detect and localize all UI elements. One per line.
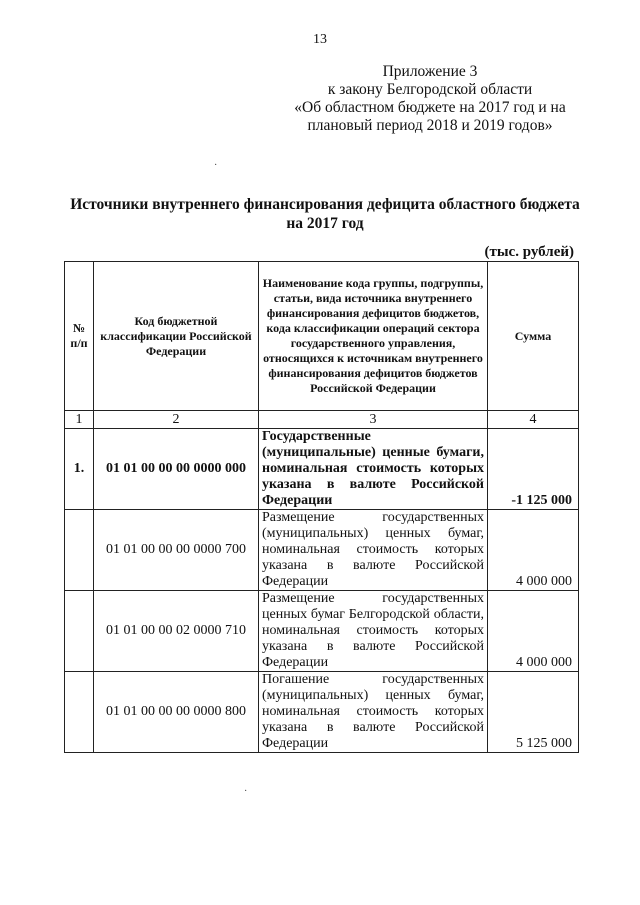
title-line: на 2017 год xyxy=(286,215,364,232)
column-number: 2 xyxy=(94,411,259,429)
column-number: 1 xyxy=(65,411,94,429)
appendix-block xyxy=(280,63,580,135)
title-line: Источники внутреннего финансирования дефицита областного бюджета xyxy=(70,196,580,213)
row-code: 01 01 00 00 00 0000 700 xyxy=(94,510,259,591)
document-title xyxy=(70,195,580,233)
column-number: 3 xyxy=(259,411,488,429)
row-sum: 4 000 000 xyxy=(488,510,579,591)
row-sum: 5 125 000 xyxy=(488,672,579,753)
appendix-line: к закону Белгородской области xyxy=(327,81,533,98)
row-number: 1. xyxy=(65,429,94,510)
header-code: Код бюджетной классификации Российской Федерации xyxy=(94,262,259,411)
table-header-row xyxy=(65,262,579,411)
page-number: 13 xyxy=(313,32,327,47)
row-code: 01 01 00 00 00 0000 800 xyxy=(94,672,259,753)
header-sum: Сумма xyxy=(488,262,579,411)
column-number-row xyxy=(65,411,579,429)
row-name: Размещение государственных ценных бумаг Белгородской области, номинальная стоимость которых указана в валюте Российской Федерации xyxy=(259,591,488,672)
column-number: 4 xyxy=(488,411,579,429)
row-number xyxy=(65,591,94,672)
appendix-line: Приложение 3 xyxy=(382,63,478,80)
row-number xyxy=(65,672,94,753)
appendix-line: плановый период 2018 и 2019 годов» xyxy=(307,117,553,134)
appendix-line: «Об областном бюджете на 2017 год и на xyxy=(294,99,566,116)
row-sum: -1 125 000 xyxy=(488,429,579,510)
units-label: (тыс. рублей) xyxy=(484,244,574,260)
row-code: 01 01 00 00 02 0000 710 xyxy=(94,591,259,672)
table-row xyxy=(65,591,579,672)
row-code: 01 01 00 00 00 0000 000 xyxy=(94,429,259,510)
row-sum: 4 000 000 xyxy=(488,591,579,672)
table-row xyxy=(65,672,579,753)
header-no: № п/п xyxy=(65,262,94,411)
sources-table xyxy=(64,261,579,753)
row-number xyxy=(65,510,94,591)
row-name: Погашение государственных (муниципальных) ценных бумаг, номинальная стоимость которых указана в валюте Российской Федерации xyxy=(259,672,488,753)
row-name: Государственные (муниципальные) ценные бумаги, номинальная стоимость которых указана в валюте Российской Федерации xyxy=(259,429,488,510)
table-row xyxy=(65,510,579,591)
row-name: Размещение государственных (муниципальных) ценных бумаг, номинальная стоимость которых указана в валюте Российской Федерации xyxy=(259,510,488,591)
table-row xyxy=(65,429,579,510)
scan-speck: · xyxy=(214,160,218,171)
scan-speck: · xyxy=(244,786,248,797)
header-name: Наименование кода группы, подгруппы, статьи, вида источника внутреннего финансирования дефицитов бюджетов, кода классификации операций сектора государственного управления, относящихся к источникам внутреннего финансирования дефицитов бюджетов Российской Федерации xyxy=(259,262,488,411)
